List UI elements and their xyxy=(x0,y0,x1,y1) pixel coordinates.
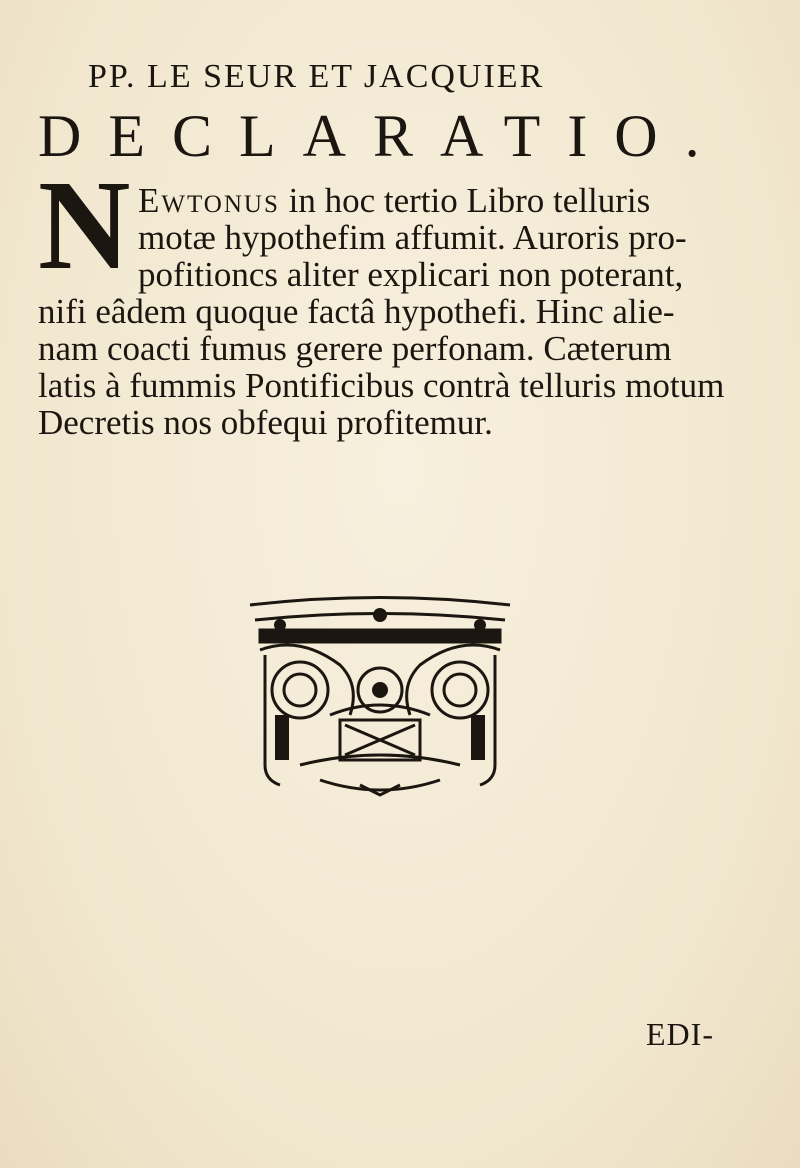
drop-cap: N xyxy=(38,154,131,296)
text-line-7: Decretis nos obfequi profitemur. xyxy=(38,403,493,442)
first-word: Ewtonus xyxy=(138,181,280,220)
page-title: DECLARATIO. xyxy=(38,103,727,169)
text-line-1: Ewtonus in hoc tertio Libro telluris xyxy=(138,181,651,220)
text-line-5: nam coacti fumus gerere perfonam. Cæterum xyxy=(38,329,672,368)
catchword: EDI- xyxy=(646,1016,714,1052)
text-line-4: nifi eâdem quoque factâ hypothefi. Hinc alie- xyxy=(38,292,675,331)
text-line-2: motæ hypothefim affumit. Auroris pro- xyxy=(138,218,687,257)
ornament-tailpiece xyxy=(240,595,520,800)
text-line-3: pofitioncs aliter explicari non poterant, xyxy=(138,255,684,294)
running-head: PP. LE SEUR ET JACQUIER xyxy=(88,58,545,95)
declaration-text xyxy=(38,182,758,441)
text-line-6: latis à fummis Pontificibus contrà telluris motum xyxy=(38,366,725,405)
